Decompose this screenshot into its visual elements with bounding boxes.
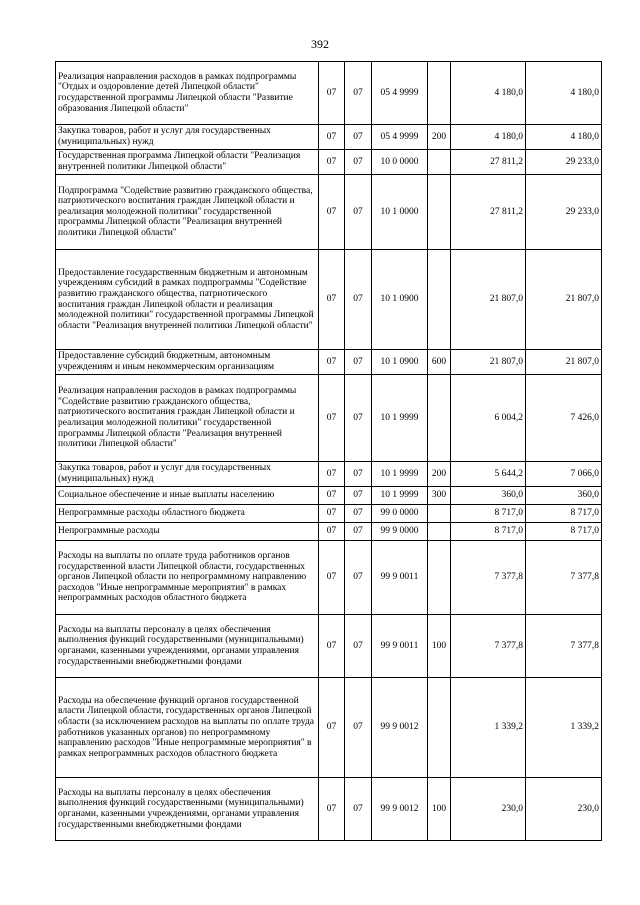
budget-table bbox=[55, 61, 602, 841]
section-code: 07 bbox=[319, 62, 345, 125]
amount-year-1: 7 377,8 bbox=[451, 615, 526, 678]
subsection-code: 07 bbox=[345, 175, 372, 250]
amount-year-2: 4 180,0 bbox=[526, 62, 602, 125]
amount-year-2: 230,0 bbox=[526, 778, 602, 841]
table-row bbox=[56, 505, 602, 523]
subsection-code: 07 bbox=[345, 523, 372, 541]
amount-year-2: 360,0 bbox=[526, 487, 602, 505]
table-row bbox=[56, 541, 602, 615]
expense-type-code: 300 bbox=[428, 487, 451, 505]
amount-year-1: 21 807,0 bbox=[451, 350, 526, 375]
amount-year-2: 7 377,8 bbox=[526, 541, 602, 615]
expense-type-code bbox=[428, 678, 451, 778]
target-article-code: 99 9 0011 bbox=[372, 541, 428, 615]
amount-year-2: 8 717,0 bbox=[526, 505, 602, 523]
amount-year-1: 21 807,0 bbox=[451, 250, 526, 350]
table-row bbox=[56, 778, 602, 841]
target-article-code: 10 1 9999 bbox=[372, 487, 428, 505]
target-article-code: 99 0 0000 bbox=[372, 505, 428, 523]
amount-year-1: 1 339,2 bbox=[451, 678, 526, 778]
subsection-code: 07 bbox=[345, 62, 372, 125]
row-name: Предоставление субсидий бюджетным, автономным учреждениям и иным некоммерческим организациям bbox=[56, 350, 319, 375]
amount-year-1: 8 717,0 bbox=[451, 505, 526, 523]
subsection-code: 07 bbox=[345, 541, 372, 615]
subsection-code: 07 bbox=[345, 375, 372, 462]
subsection-code: 07 bbox=[345, 350, 372, 375]
target-article-code: 10 1 0900 bbox=[372, 250, 428, 350]
amount-year-1: 8 717,0 bbox=[451, 523, 526, 541]
subsection-code: 07 bbox=[345, 150, 372, 175]
subsection-code: 07 bbox=[345, 487, 372, 505]
subsection-code: 07 bbox=[345, 678, 372, 778]
expense-type-code: 200 bbox=[428, 462, 451, 487]
expense-type-code: 600 bbox=[428, 350, 451, 375]
row-name: Закупка товаров, работ и услуг для государственных (муниципальных) нужд bbox=[56, 462, 319, 487]
amount-year-2: 1 339,2 bbox=[526, 678, 602, 778]
page-number: 392 bbox=[311, 37, 329, 51]
amount-year-1: 230,0 bbox=[451, 778, 526, 841]
amount-year-2: 7 377,8 bbox=[526, 615, 602, 678]
amount-year-1: 27 811,2 bbox=[451, 175, 526, 250]
amount-year-2: 21 807,0 bbox=[526, 350, 602, 375]
row-name: Непрограммные расходы bbox=[56, 523, 319, 541]
table-row bbox=[56, 523, 602, 541]
section-code: 07 bbox=[319, 125, 345, 150]
amount-year-1: 6 004,2 bbox=[451, 375, 526, 462]
section-code: 07 bbox=[319, 505, 345, 523]
subsection-code: 07 bbox=[345, 505, 372, 523]
amount-year-1: 360,0 bbox=[451, 487, 526, 505]
expense-type-code bbox=[428, 505, 451, 523]
row-name: Расходы на выплаты персоналу в целях обеспечения выполнения функций государственными (муниципальными) органами, казенными учреждениями, органами управления государственными внебюджетными фондами bbox=[56, 615, 319, 678]
target-article-code: 05 4 9999 bbox=[372, 125, 428, 150]
row-name: Реализация направления расходов в рамках подпрограммы "Отдых и оздоровление детей Липецкой области" государственной программы Липецкой области "Развитие образования Липецкой области" bbox=[56, 62, 319, 125]
subsection-code: 07 bbox=[345, 615, 372, 678]
section-code: 07 bbox=[319, 462, 345, 487]
table-row bbox=[56, 250, 602, 350]
subsection-code: 07 bbox=[345, 125, 372, 150]
expense-type-code: 100 bbox=[428, 615, 451, 678]
expense-type-code bbox=[428, 541, 451, 615]
expense-type-code bbox=[428, 175, 451, 250]
amount-year-2: 7 426,0 bbox=[526, 375, 602, 462]
section-code: 07 bbox=[319, 541, 345, 615]
amount-year-2: 7 066,0 bbox=[526, 462, 602, 487]
row-name: Непрограммные расходы областного бюджета bbox=[56, 505, 319, 523]
target-article-code: 05 4 9999 bbox=[372, 62, 428, 125]
amount-year-1: 5 644,2 bbox=[451, 462, 526, 487]
row-name: Предоставление государственным бюджетным и автономным учреждениям субсидий в рамках подпрограммы "Содействие развитию гражданского общества, патриотического воспитания граждан Липецкой области и реализация молодежной политики" государственной программы Липецкой области "Реализация внутренней политики Липецкой области" bbox=[56, 250, 319, 350]
subsection-code: 07 bbox=[345, 778, 372, 841]
expense-type-code: 200 bbox=[428, 125, 451, 150]
section-code: 07 bbox=[319, 375, 345, 462]
table-row bbox=[56, 678, 602, 778]
row-name: Расходы на обеспечение функций органов государственной власти Липецкой области, государственных органов Липецкой области (за исключением расходов на выплаты по оплате труда работников указанных органов) по непрограммному направлению расходов "Иные непрограммные мероприятия" в рамках непрограммных расходов областного бюджета bbox=[56, 678, 319, 778]
target-article-code: 99 9 0012 bbox=[372, 678, 428, 778]
section-code: 07 bbox=[319, 487, 345, 505]
section-code: 07 bbox=[319, 250, 345, 350]
section-code: 07 bbox=[319, 175, 345, 250]
amount-year-2: 29 233,0 bbox=[526, 175, 602, 250]
amount-year-1: 4 180,0 bbox=[451, 62, 526, 125]
table-row bbox=[56, 462, 602, 487]
row-name: Подпрограмма "Содействие развитию гражданского общества, патриотического воспитания граждан Липецкой области и реализация молодежной политики" государственной программы Липецкой области "Реализация внутренней политики Липецкой области" bbox=[56, 175, 319, 250]
row-name: Социальное обеспечение и иные выплаты населению bbox=[56, 487, 319, 505]
amount-year-2: 29 233,0 bbox=[526, 150, 602, 175]
table-row bbox=[56, 375, 602, 462]
expense-type-code bbox=[428, 375, 451, 462]
row-name: Реализация направления расходов в рамках подпрограммы "Содействие развитию гражданского общества, патриотического воспитания граждан Липецкой области и реализация молодежной политики" государственной программы Липецкой области "Реализация внутренней политики Липецкой области" bbox=[56, 375, 319, 462]
expense-type-code bbox=[428, 250, 451, 350]
amount-year-2: 8 717,0 bbox=[526, 523, 602, 541]
expense-type-code bbox=[428, 150, 451, 175]
amount-year-2: 21 807,0 bbox=[526, 250, 602, 350]
row-name: Закупка товаров, работ и услуг для государственных (муниципальных) нужд bbox=[56, 125, 319, 150]
table-row bbox=[56, 350, 602, 375]
section-code: 07 bbox=[319, 778, 345, 841]
subsection-code: 07 bbox=[345, 250, 372, 350]
amount-year-1: 7 377,8 bbox=[451, 541, 526, 615]
amount-year-2: 4 180,0 bbox=[526, 125, 602, 150]
expense-type-code: 100 bbox=[428, 778, 451, 841]
row-name: Расходы на выплаты персоналу в целях обеспечения выполнения функций государственными (муниципальными) органами, казенными учреждениями, органами управления государственными внебюджетными фондами bbox=[56, 778, 319, 841]
section-code: 07 bbox=[319, 678, 345, 778]
expense-type-code bbox=[428, 523, 451, 541]
amount-year-1: 4 180,0 bbox=[451, 125, 526, 150]
table-row bbox=[56, 62, 602, 125]
amount-year-1: 27 811,2 bbox=[451, 150, 526, 175]
table-row bbox=[56, 125, 602, 150]
section-code: 07 bbox=[319, 523, 345, 541]
row-name: Государственная программа Липецкой области "Реализация внутренней политики Липецкой области" bbox=[56, 150, 319, 175]
target-article-code: 10 0 0000 bbox=[372, 150, 428, 175]
target-article-code: 99 9 0012 bbox=[372, 778, 428, 841]
target-article-code: 99 9 0011 bbox=[372, 615, 428, 678]
target-article-code: 10 1 9999 bbox=[372, 375, 428, 462]
table-row bbox=[56, 487, 602, 505]
target-article-code: 10 1 0000 bbox=[372, 175, 428, 250]
row-name: Расходы на выплаты по оплате труда работников органов государственной власти Липецкой области, государственных органов Липецкой области по непрограммному направлению расходов "Иные непрограммные мероприятия" в рамках непрограммных расходов областного бюджета bbox=[56, 541, 319, 615]
target-article-code: 10 1 9999 bbox=[372, 462, 428, 487]
table-row bbox=[56, 615, 602, 678]
section-code: 07 bbox=[319, 350, 345, 375]
table-row bbox=[56, 150, 602, 175]
subsection-code: 07 bbox=[345, 462, 372, 487]
table-row bbox=[56, 175, 602, 250]
section-code: 07 bbox=[319, 615, 345, 678]
expense-type-code bbox=[428, 62, 451, 125]
target-article-code: 10 1 0900 bbox=[372, 350, 428, 375]
target-article-code: 99 9 0000 bbox=[372, 523, 428, 541]
section-code: 07 bbox=[319, 150, 345, 175]
